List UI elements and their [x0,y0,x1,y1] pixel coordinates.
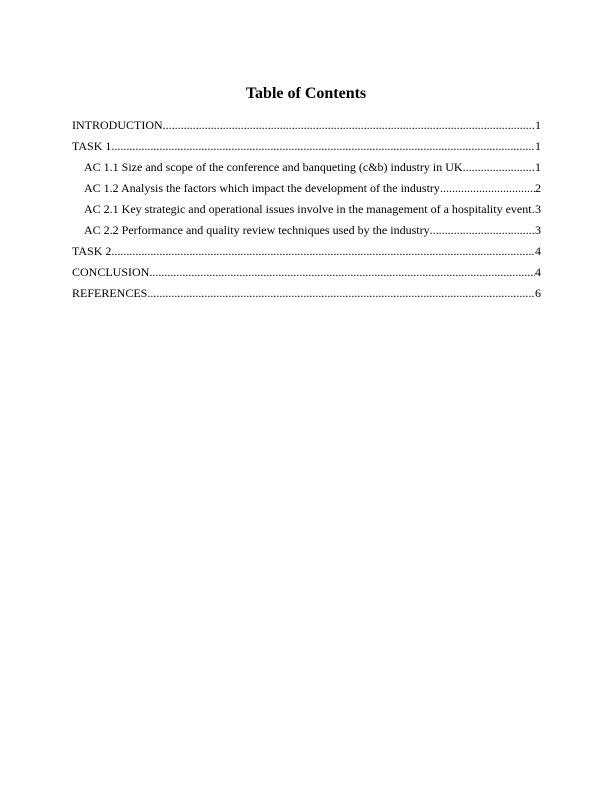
toc-entry-text: INTRODUCTION [72,118,163,132]
toc-page-number: 4 [535,265,541,279]
toc-entry-task-2[interactable] [72,243,541,264]
toc-dot-leader [430,222,535,238]
toc-page-number: 4 [535,244,541,258]
toc-entry-text: AC 2.1 Key strategic and operational issues involve in the management of a hospitality event [84,202,532,216]
toc-list [72,117,541,306]
toc-entry-ac-1-2[interactable] [72,180,541,201]
toc-dot-leader [440,180,535,196]
toc-entry-conclusion[interactable] [72,264,541,285]
toc-page-number: 1 [535,160,541,174]
toc-dot-leader [463,159,535,175]
toc-entry-task-1[interactable] [72,138,541,159]
toc-entry-ac-1-1[interactable] [72,159,541,180]
toc-dot-leader [149,264,535,280]
toc-entry-text: TASK 2 [72,244,112,258]
toc-page-number: 1 [535,118,541,132]
toc-dot-leader [111,138,535,154]
toc-page-number: 6 [535,286,541,300]
toc-entry-text: REFERENCES [72,286,148,300]
toc-dot-leader [111,243,535,259]
toc-page-number: 3 [535,202,541,216]
toc-entry-text: AC 1.1 Size and scope of the conference and banqueting (c&b) industry in UK [84,160,463,174]
toc-page-number: 3 [535,223,541,237]
toc-entry-references[interactable] [72,285,541,306]
toc-entry-text: TASK 1 [72,139,112,153]
toc-title: Table of Contents [245,85,367,102]
toc-dot-leader [163,117,535,133]
toc-entry-introduction[interactable] [72,117,541,138]
toc-entry-ac-2-1[interactable] [72,201,541,222]
toc-entry-ac-2-2[interactable] [72,222,541,243]
toc-page-number: 2 [535,181,541,195]
toc-dot-leader [147,285,535,301]
toc-entry-text: AC 2.2 Performance and quality review techniques used by the industry [84,223,430,237]
toc-page-number: 1 [535,139,541,153]
toc-entry-text: CONCLUSION [72,265,150,279]
toc-entry-text: AC 1.2 Analysis the factors which impact the development of the industry [84,181,440,195]
